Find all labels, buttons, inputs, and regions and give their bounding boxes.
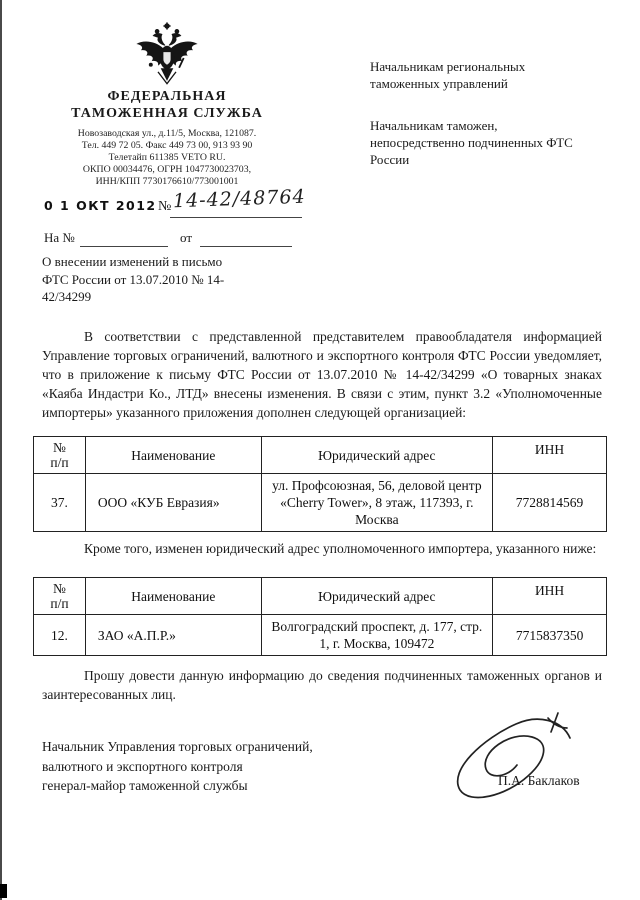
importers-table-added <box>33 436 607 532</box>
cell-company-name: ООО «КУБ Евразия» <box>85 474 261 532</box>
number-sign: № <box>158 199 172 214</box>
col-header-name: Наименование <box>85 437 261 474</box>
body-paragraph-1: В соответствии с представленной представителем правообладателя информацией Управление торговых ограничений, валютного и экспортного контроля ФТС России уведомляет, что в приложение к письму ФТС России от 13.07.2010 № 14-42/34299 «О товарных знаках «Каяба Индастри Ко., ЛТД» внесены изменения. В связи с этим, пункт 3.2 «Уполномоченные импортеры» указанного приложения дополнен следующей организацией: <box>42 329 602 420</box>
org-requisites <box>15 128 319 188</box>
teletype-line: Телетайп 611385 VETO RU. <box>108 152 226 163</box>
scan-edge-artifact <box>0 0 2 900</box>
col-header-number: № п/п <box>34 437 86 474</box>
org-name <box>15 88 319 122</box>
cell-inn: 7715837350 <box>493 615 607 656</box>
cell-row-number: 37. <box>34 474 86 532</box>
table-row <box>34 474 607 532</box>
table-row <box>34 615 607 656</box>
reference-na-label: На № <box>44 230 75 245</box>
letter-subject: О внесении изменений в письмо ФТС России от 13.07.2010 № 14-42/34299 <box>42 254 225 304</box>
reference-na-blank <box>80 246 168 247</box>
body-paragraph-3: Прошу довести данную информацию до сведения подчиненных таможенных органов и заинтересованных лиц. <box>42 668 602 702</box>
org-name-line2: ТАМОЖЕННАЯ СЛУЖБА <box>71 106 263 121</box>
signatory-title-line1: Начальник Управления торговых ограничений, <box>42 739 313 754</box>
addressee-customs-offices: Начальникам таможен, непосредственно подчиненных ФТС России <box>370 118 573 167</box>
number-underline <box>170 217 302 218</box>
scan-blob-artifact <box>0 884 7 898</box>
signatory-title-line3: генерал-майор таможенной службы <box>42 778 248 793</box>
date-stamp: 0 1 ОКТ 2012 <box>44 198 157 213</box>
cell-legal-address: ул. Профсоюзная, 56, деловой центр «Cherry Tower», 8 этаж, 117393, г. Москва <box>261 474 493 532</box>
importers-table-changed <box>33 577 607 656</box>
cell-legal-address: Волгоградский проспект, д. 177, стр. 1, г. Москва, 109472 <box>261 615 493 656</box>
signature-scribble <box>420 706 595 818</box>
col-header-number: № п/п <box>34 578 86 615</box>
col-header-name: Наименование <box>85 578 261 615</box>
cell-row-number: 12. <box>34 615 86 656</box>
address-line: Новозаводская ул., д.11/5, Москва, 121087. <box>77 128 257 139</box>
cell-inn: 7728814569 <box>493 474 607 532</box>
col-header-address: Юридический адрес <box>261 578 493 615</box>
outgoing-number-handwritten: 14-42/48764 <box>172 185 306 213</box>
reference-ot-label: от <box>180 230 193 245</box>
inn-kpp-line: ИНН/КПП 7730176610/773001001 <box>95 176 239 187</box>
reference-ot-blank <box>200 246 292 247</box>
coat-of-arms-icon <box>131 20 203 86</box>
col-header-inn: ИНН <box>493 437 607 474</box>
table-header-row <box>34 578 607 615</box>
body-paragraph-2: Кроме того, изменен юридический адрес уполномоченного импортера, указанного ниже: <box>84 541 597 556</box>
signatory-name: П.А. Баклаков <box>498 773 580 788</box>
org-name-line1: ФЕДЕРАЛЬНАЯ <box>107 89 227 104</box>
addressee-regional-departments: Начальникам региональных таможенных управлений <box>370 59 526 91</box>
table-header-row <box>34 437 607 474</box>
signatory-title <box>42 737 412 796</box>
okpo-ogrn-line: ОКПО 00034476, ОГРН 1047730023703, <box>82 164 252 175</box>
col-header-inn: ИНН <box>493 578 607 615</box>
phone-line: Тел. 449 72 05. Факс 449 73 00, 913 93 90 <box>81 140 253 151</box>
col-header-address: Юридический адрес <box>261 437 493 474</box>
cell-company-name: ЗАО «А.П.Р.» <box>85 615 261 656</box>
signatory-title-line2: валютного и экспортного контроля <box>42 758 243 774</box>
